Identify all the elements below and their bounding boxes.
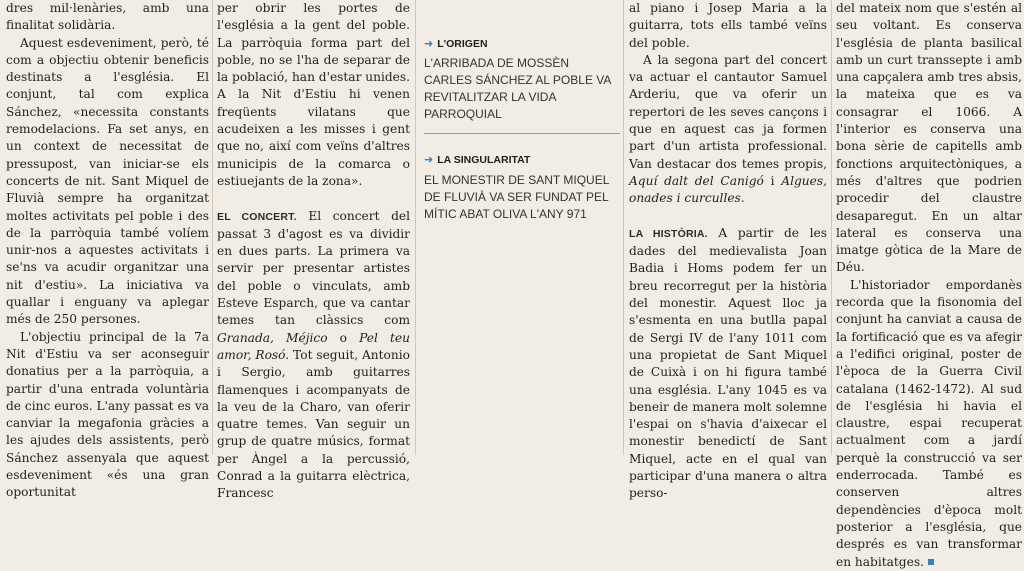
- paragraph: Aquest esdeveniment, però, té com a objectiu obtenir beneficis destinats a l'església. El conjunt, tal com explica Sánchez, «necessita constants remodelacions. Fa set anys, en un context de necessitat de pressupost, van iniciar-se els concerts de nit. Sant Miquel de Fluvià sempre ha organitzat moltes activitats pel poble i des de la parròquia també volíem unir-nos a aquestes activitats i se'ns va acudir organitzar una nit d'estiu». La iniciativa va quallar i enguany va aplegar més de 250 persones.: [6, 35, 209, 327]
- spacer: [217, 190, 410, 207]
- end-of-article-icon: [928, 559, 934, 565]
- arrow-right-icon: ➜: [424, 154, 434, 167]
- paragraph: A la segona part del concert va actuar el cantautor Samuel Arderiu, que va oferir un repertori de les seves cançons i que en aquest cas ja formen part d'un artista professional. Van destacar dos temes propis, Aquí dalt del Canigó i Algues, onades i curculles.: [629, 52, 827, 206]
- paragraph: al piano i Josep Maria a la guitarra, tots ells també veïns del poble.: [629, 1, 827, 50]
- paragraph: L'historiador empordanès recorda que la fisonomia del conjunt ha canviat a causa de la fortificació que es va afegir a l'edifici original, poster de l'època de la Guerra Civil catalana (1462-1472). Al sud de l'església hi havia el claustre, espai recuperat actualment com a jardí perquè la construcció va ser enderrocada. També es conserven altres dependències d'època molt posterior a l'església, que després es van transformar en habitatges.: [836, 277, 1022, 569]
- arrow-right-icon: ➜: [424, 38, 434, 50]
- column-5: [836, 0, 1022, 569]
- column-divider: [831, 0, 832, 455]
- column-2: [217, 0, 411, 501]
- paragraph: L'objectiu principal de la 7a Nit d'Estiu va ser aconseguir donatius per a la parròquia, a partir d'una entrada voluntària de cinc euros. L'any passat es va canviar la megafonia gràcies a les ajudes dels assistents, però Sánchez assenyala que aquest esdeveniment «és una gran oportunitat: [6, 329, 209, 500]
- box-text: L'ARRIBADA DE MOSSÈN CARLES SÁNCHEZ AL POBLE VA REVITALITZAR LA VIDA PARROQUIAL: [424, 55, 620, 134]
- box-heading: ➜ L'ORIGEN: [424, 36, 620, 53]
- paragraph: LA HISTÒRIA. A partir de les dades del medievalista Joan Badia i Homs podem fer un breu recorregut per la història del monestir. Aquest lloc ja s'esmenta en una butlla papal de Sergi IV de l'any 1011 com una propietat de Sant Miquel de Cuixà i on hi figura també una església. L'any 1045 es va beneir de manera molt solemne l'espai on s'havia d'aixecar el monestir benedictí de Sant Miquel, acte en el qual van participar d'una manera o altra perso-: [629, 225, 827, 501]
- column-1: [6, 0, 209, 500]
- section-lead: EL CONCERT.: [217, 210, 297, 223]
- column-divider: [212, 0, 213, 455]
- box-text: EL MONESTIR DE SANT MIQUEL DE FLUVIÀ VA SER FUNDAT PEL MÍTIC ABAT OLIVA L'ANY 971: [424, 172, 609, 221]
- paragraph: del mateix nom que s'estén al seu voltant. Es conserva l'església de planta basilical amb un curt transsepte i amb una capçalera amb tres absis, la mateixa que es va consagrar el 1066. A l'interior es conserva una bona sèrie de capitells amb fonctions arquitectòniques, a més d'altres que podrien procedir del claustre desaparegut. En un altar lateral es conserva una imatge gòtica de la Mare de Déu.: [836, 1, 1022, 275]
- column-divider: [623, 0, 624, 455]
- column-divider: [415, 0, 416, 455]
- paragraph: per obrir les portes de l'església a la gent del poble. La parròquia forma part del poble, no se l'ha de separar de la població, han d'estar unides. A la Nit d'Estiu hi venen freqüents vilatans que acudeixen a les misses i gent que no, així com veïns d'altres municipis de la comarca o estiuejants de la zona».: [217, 1, 411, 188]
- section-lead: LA HISTÒRIA.: [629, 227, 708, 240]
- column-4: [629, 0, 827, 501]
- highlight-box: [424, 0, 620, 455]
- spacer: [629, 208, 827, 225]
- box-heading: ➜ LA SINGULARITAT: [424, 152, 620, 169]
- paragraph: dres mil·lenàries, amb una finalitat solidària.: [6, 1, 209, 33]
- paragraph: EL CONCERT. El concert del passat 3 d'agost es va dividir en dues parts. La primera va servir per presentar artistes del poble o vinculats, amb Esteve Esparch, que va cantar temes tan clàssics com Granada, Méjico o Pel teu amor, Rosó. Tot seguit, Antonio i Sergio, amb guitarres flamenques i acompanyats de la veu de la Charo, van oferir quatre temes. Van seguir un grup de quatre músics, format per Àngel a la percussió, Conrad a la guitarra elèctrica, Francesc: [217, 208, 410, 501]
